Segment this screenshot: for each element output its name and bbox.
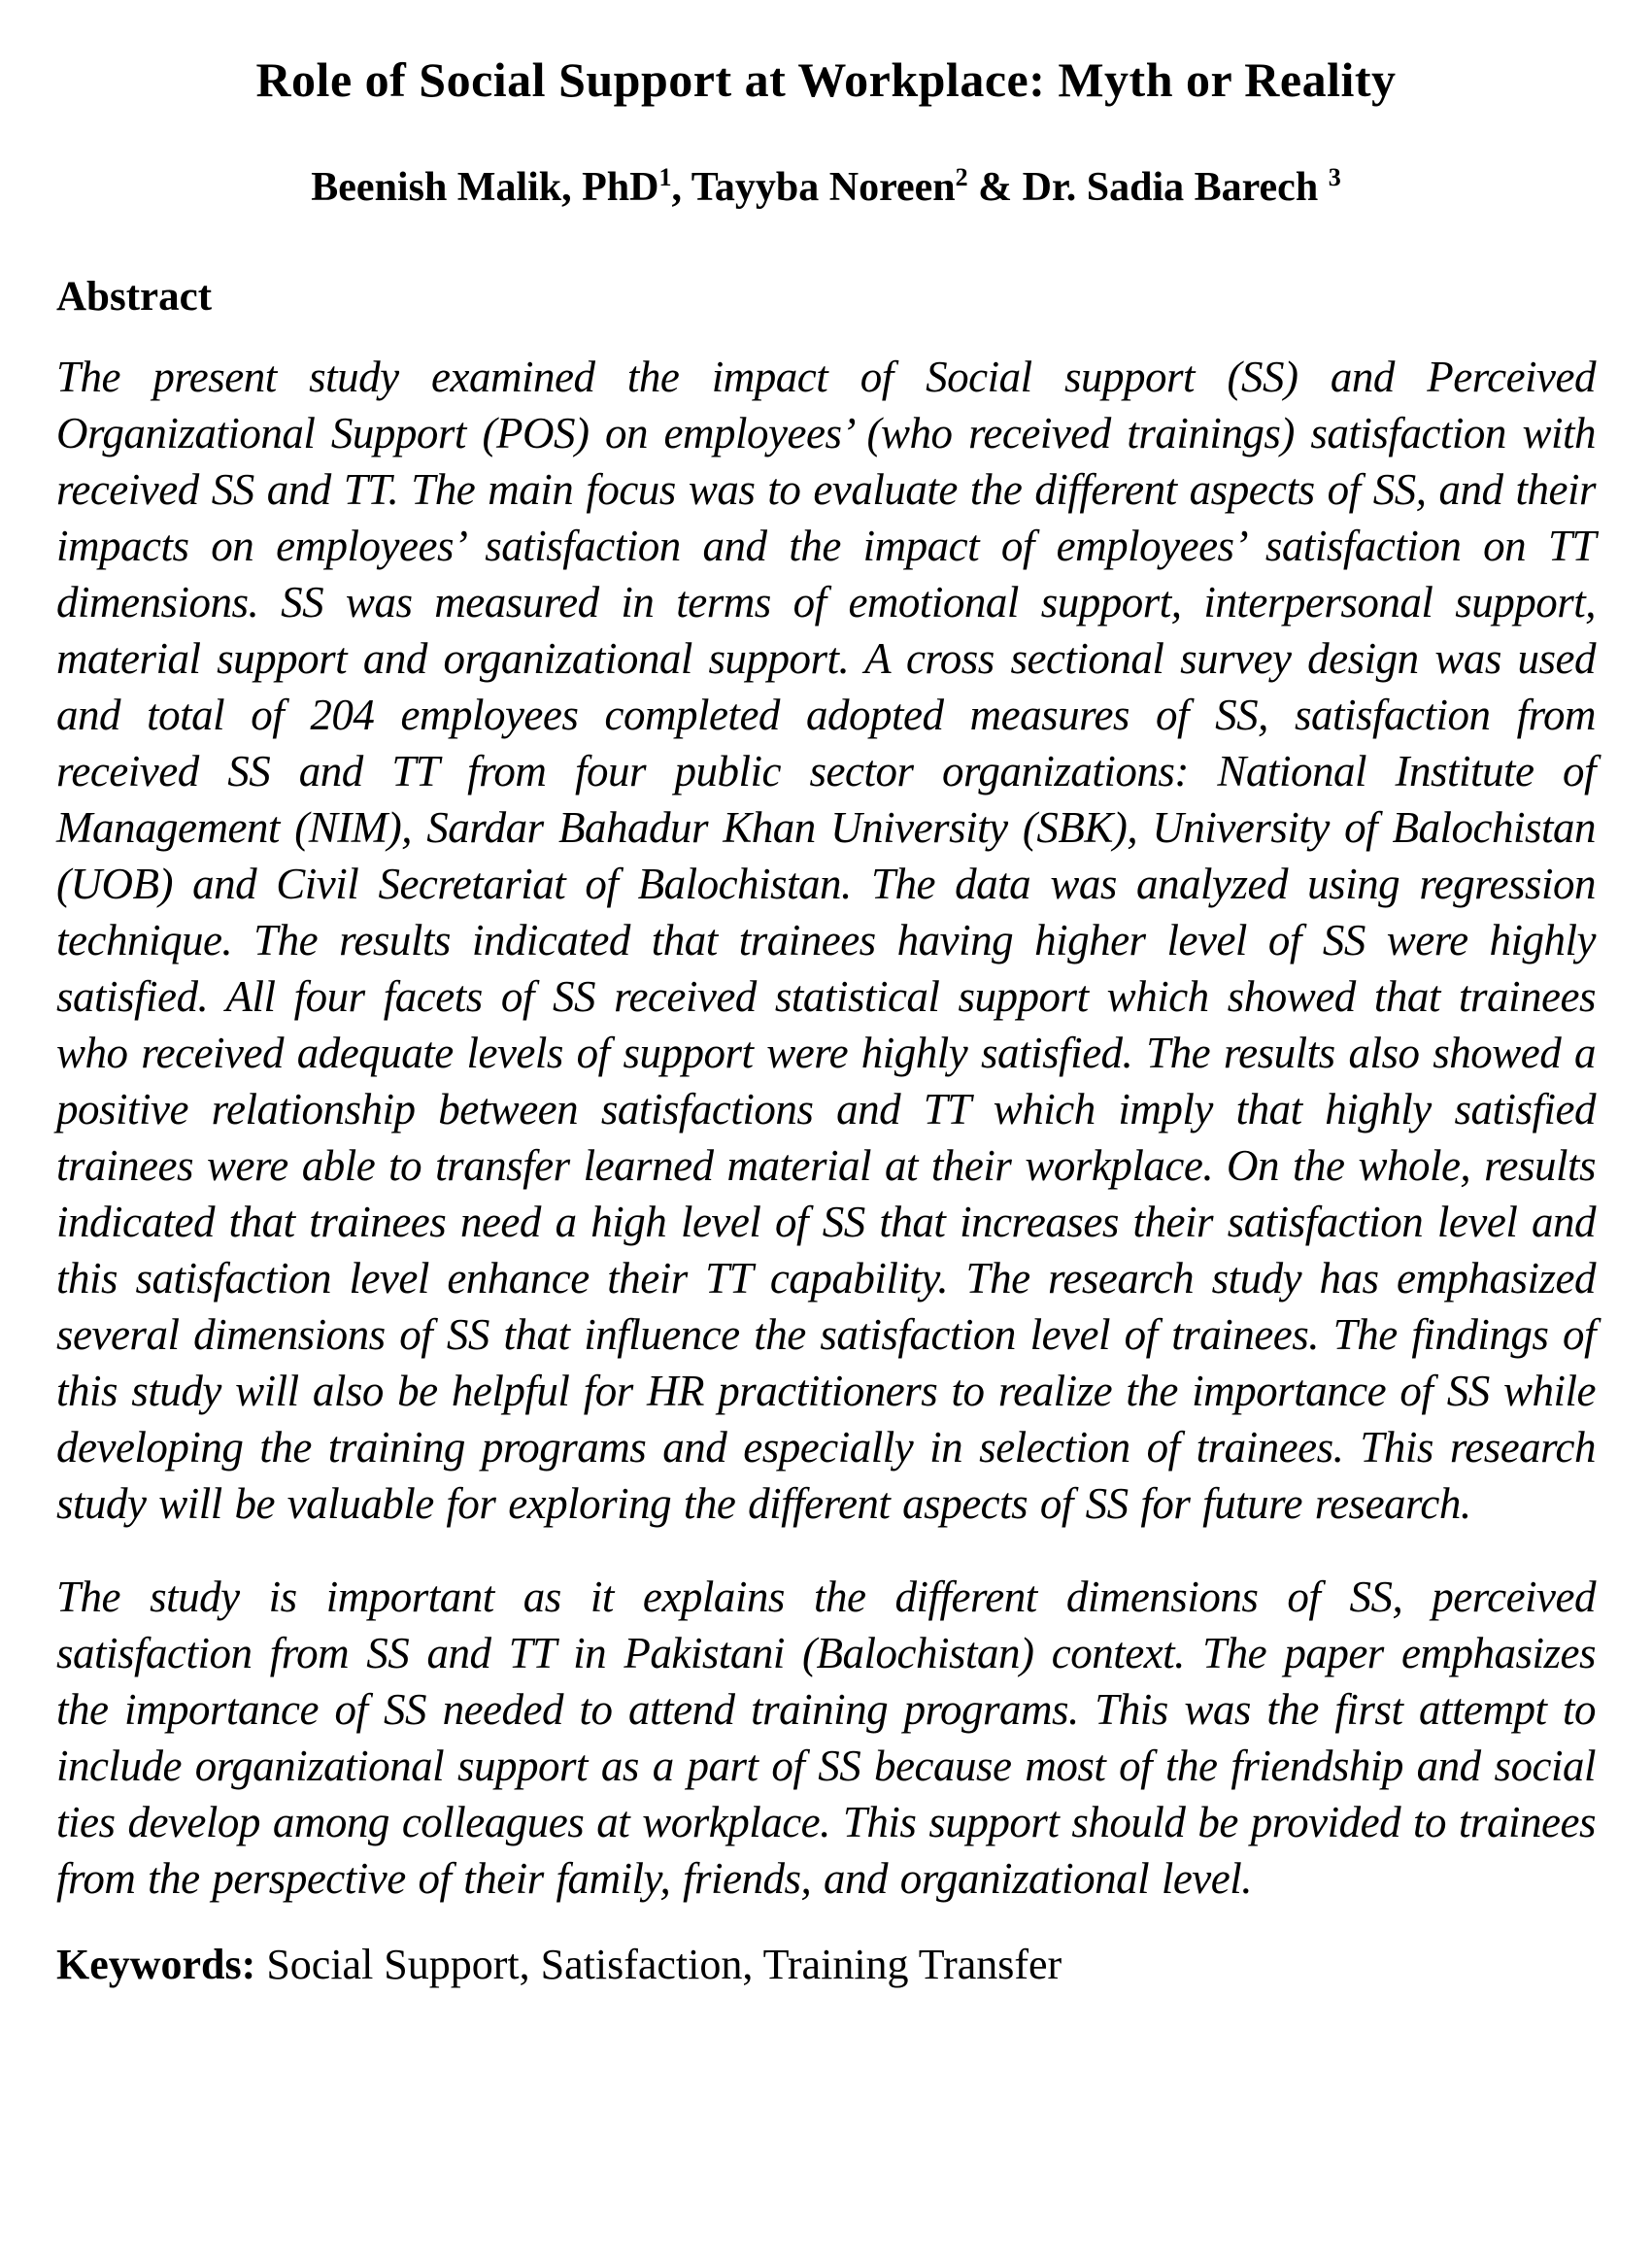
abstract-heading: Abstract [56, 273, 213, 320]
author-1-name: Beenish Malik, PhD [311, 164, 659, 210]
author-2-affiliation-superscript: 2 [955, 162, 968, 191]
keywords-label: Keywords: [56, 1941, 256, 1989]
author-1 [311, 162, 672, 210]
author-2-name: , Tayyba Noreen [671, 164, 956, 210]
authors-line [56, 163, 1596, 212]
author-3-name: & Dr. Sadia Barech [967, 164, 1329, 210]
abstract-paragraph-1: The present study examined the impact of Social support (SS) and Perceived Organizational Support (POS) on employees’ (who received trainings) satisfaction with received SS and TT. The main focus was to evaluate the different aspects of SS, and their impacts on employees’ satisfaction and the impact of employees’ satisfaction on TT dimensions. SS was measured in terms of emotional support, interpersonal support, material support and organizational support. A cross sectional survey design was used and total of 204 employees completed adopted measures of SS, satisfaction from received SS and TT from four public sector organizations: National Institute of Management (NIM), Sardar Bahadur Khan University (SBK), University of Balochistan (UOB) and Civil Secretariat of Balochistan. The data was analyzed using regression technique. The results indicated that trainees having higher level of SS were highly satisfied. All four facets of SS received statistical support which showed that trainees who received adequate levels of support were highly satisfied. The results also showed a positive relationship between satisfactions and TT which imply that highly satisfied trainees were able to transfer learned material at their workplace. On the whole, results indicated that trainees need a high level of SS that increases their satisfaction level and this satisfaction level enhance their TT capability. The research study has emphasized several dimensions of SS that influence the satisfaction level of trainees. The findings of this study will also be helpful for HR practitioners to realize the importance of SS while developing the training programs and especially in selection of trainees. This research study will be valuable for exploring the different aspects of SS for future research. [56, 353, 1596, 1529]
author-3 [967, 162, 1341, 210]
keywords-line [56, 1940, 1596, 1991]
paper-title: Role of Social Support at Workplace: Myth or Reality [255, 52, 1397, 107]
author-2 [671, 162, 968, 210]
author-1-affiliation-superscript: 1 [658, 162, 672, 191]
keywords-text: Social Support, Satisfaction, Training Transfer [266, 1941, 1062, 1989]
author-3-affiliation-superscript: 3 [1328, 162, 1341, 191]
abstract-paragraph-2: The study is important as it explains the different dimensions of SS, perceived satisfaction from SS and TT in Pakistani (Balochistan) context. The paper emphasizes the importance of SS needed to attend training programs. This was the first attempt to include organizational support as a part of SS because most of the friendship and social ties develop among colleagues at workplace. This support should be provided to trainees from the perspective of their family, friends, and organizational level. [56, 1573, 1596, 1904]
